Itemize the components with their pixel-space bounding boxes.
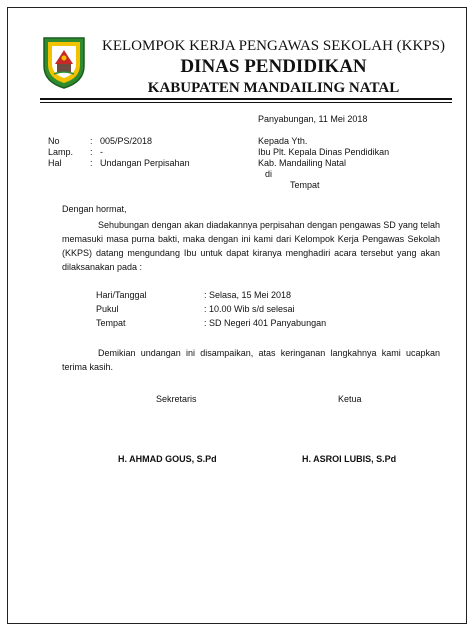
recipient-line: di (265, 169, 273, 179)
event-value: : SD Negeri 401 Panyabungan (204, 318, 327, 328)
recipient-line: Ibu Plt. Kepala Dinas Pendidikan (258, 147, 390, 157)
header-rule-thick (40, 98, 452, 100)
date-place: Panyabungan, 11 Mei 2018 (258, 114, 368, 124)
header-regency: KABUPATEN MANDAILING NATAL (147, 80, 400, 96)
meta-sep: : (90, 147, 93, 157)
letter-page (7, 7, 467, 624)
header-organization: KELOMPOK KERJA PENGAWAS SEKOLAH (KKPS) (102, 38, 445, 54)
meta-value-attachment: - (100, 147, 103, 157)
event-label: Hari/Tanggal (96, 290, 147, 300)
event-value: : Selasa, 15 Mei 2018 (204, 290, 292, 300)
body-paragraph: Sehubungan dengan akan diadakannya perpisahan dengan pengawas SD yang telah memasuki masa purna bakti, maka dengan ini kami dari Kelompok Kerja Pengawas Sekolah (KKPS) datang mengundang Ibu untuk dapat kiranya menghadiri acara tersebut yang akan dilaksanakan pada : (62, 220, 440, 272)
signature-right-title: Ketua (338, 394, 362, 404)
regency-emblem-icon (40, 36, 88, 90)
meta-value-subject: Undangan Perpisahan (100, 158, 190, 168)
recipient-line: Tempat (290, 180, 320, 190)
header-department: DINAS PENDIDIKAN (180, 56, 367, 77)
signature-right-name: H. ASROI LUBIS, S.Pd (302, 454, 397, 464)
event-label: Tempat (96, 318, 126, 328)
meta-label-subject: Hal (48, 158, 62, 168)
signature-left-name: H. AHMAD GOUS, S.Pd (118, 454, 217, 464)
closing-paragraph: Demikian undangan ini disampaikan, atas keringanan langkahnya kami ucapkan terima kasih. (62, 348, 440, 372)
meta-sep: : (90, 158, 93, 168)
meta-sep: : (90, 136, 93, 146)
header-rule-thin (40, 102, 452, 103)
signature-left-title: Sekretaris (156, 394, 197, 404)
recipient-line: Kab. Mandailing Natal (258, 158, 347, 168)
recipient-line: Kepada Yth. (258, 136, 308, 146)
meta-label-attachment: Lamp. (48, 147, 74, 157)
greeting: Dengan hormat, (62, 204, 127, 214)
meta-label-number: No (48, 136, 60, 146)
event-label: Pukul (96, 304, 119, 314)
event-value: : 10.00 Wib s/d selesai (204, 304, 295, 314)
meta-value-number: 005/PS/2018 (100, 136, 153, 146)
